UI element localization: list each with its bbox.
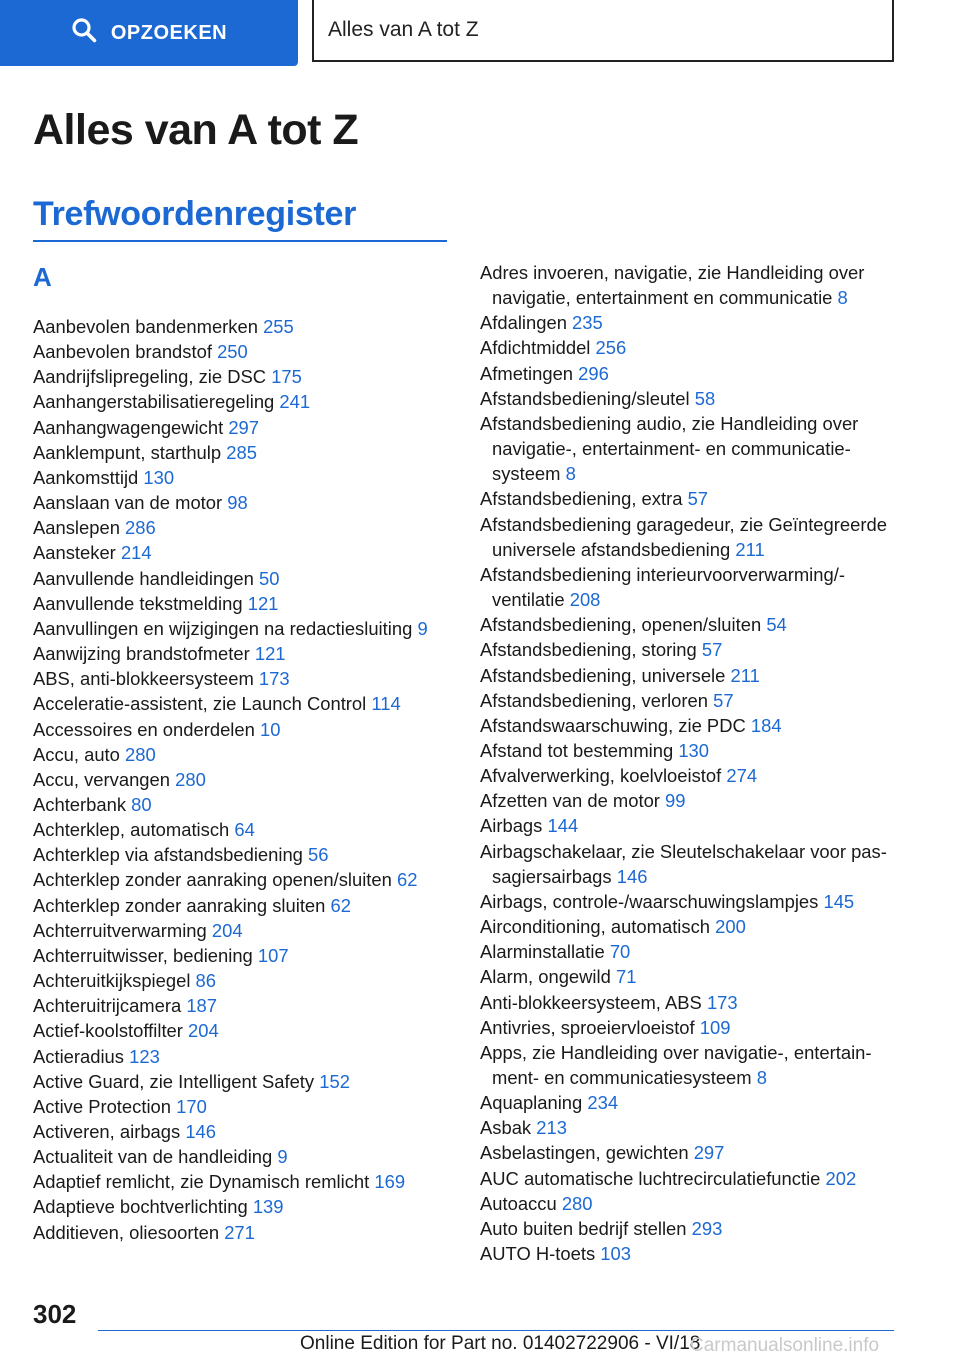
index-page-link[interactable]: 146 <box>185 1121 217 1142</box>
index-page-link[interactable]: 57 <box>701 639 723 661</box>
index-page-link[interactable]: 57 <box>713 689 734 711</box>
index-page-link[interactable]: 121 <box>247 592 279 614</box>
index-entry <box>33 1220 453 1245</box>
index-entry <box>33 314 453 339</box>
section-title: Trefwoordenregister <box>33 195 357 233</box>
index-entry-text: Aquaplaning <box>480 1092 583 1114</box>
index-page-link[interactable]: 9 <box>417 617 428 639</box>
index-entry <box>33 993 453 1018</box>
index-entry-text: Additieven, oliesoorten <box>33 1221 220 1243</box>
index-entry-text: Afdichtmiddel <box>480 337 591 359</box>
index-entry <box>480 813 910 838</box>
index-entry-text: Afdalingen <box>480 312 567 334</box>
index-entry-text: Afzetten van de motor <box>480 790 660 812</box>
index-entry-text: Antivries, sproeiervloeistof <box>480 1016 695 1038</box>
index-entry <box>33 1094 453 1119</box>
index-entry-text: Anti-blokkeersysteem, ABS <box>480 991 702 1013</box>
index-entry <box>33 867 453 892</box>
index-entry <box>33 717 453 742</box>
index-page-link[interactable]: 121 <box>254 643 286 665</box>
index-entry <box>33 817 453 842</box>
index-page-link[interactable]: 107 <box>257 944 289 966</box>
index-entry-text: Afstandswaarschuwing, zie PDC <box>480 714 746 736</box>
index-entry <box>33 364 453 389</box>
index-entry <box>480 1115 910 1140</box>
index-page-link[interactable]: 50 <box>259 567 280 589</box>
index-entry <box>480 688 910 713</box>
index-entry <box>480 562 910 612</box>
index-page-link[interactable]: 70 <box>609 941 631 963</box>
search-label: OPZOEKEN <box>110 21 228 44</box>
index-entry-text: Accessoires en onderdelen <box>33 718 255 740</box>
index-entry-text: Afstandsbediening garagedeur, zie Geïntegreerde universele afstandsbediening <box>480 513 887 560</box>
index-entry-text: Asbelastingen, gewichten <box>480 1142 689 1164</box>
index-page-link[interactable]: 130 <box>678 739 710 761</box>
index-page-link[interactable]: 145 <box>823 890 855 912</box>
index-entry-text: Achterbank <box>33 793 127 815</box>
index-entry <box>480 386 910 411</box>
index-entry <box>33 943 453 968</box>
index-entry <box>480 914 910 939</box>
index-entry <box>33 616 453 641</box>
index-entry-text: Aanhangwagengewicht <box>33 416 224 438</box>
index-page-link[interactable]: 280 <box>125 743 156 765</box>
index-entry-text: AUC automatische luchtrecirculatiefunctie <box>480 1167 821 1189</box>
index-entry-text: Airbags <box>480 815 543 837</box>
index-entry <box>480 839 910 889</box>
index-entry <box>480 1015 910 1040</box>
index-page-link[interactable]: 170 <box>176 1095 207 1117</box>
index-entry <box>480 889 910 914</box>
index-entry-text: Alarm, ongewild <box>480 966 611 988</box>
index-entry-text: Aandrijfslipregeling, zie DSC <box>33 366 267 388</box>
index-entry <box>33 641 453 666</box>
index-page-link[interactable]: 103 <box>600 1243 631 1265</box>
index-entry-text: Autoaccu <box>480 1192 557 1214</box>
index-entry <box>480 964 910 989</box>
index-page-link[interactable]: 296 <box>578 362 609 384</box>
index-page-link[interactable]: 58 <box>694 387 716 409</box>
index-page-link[interactable]: 256 <box>595 337 627 359</box>
index-entry-text: Aanslepen <box>33 517 120 539</box>
index-page-link[interactable]: 286 <box>125 517 156 539</box>
index-page-link[interactable]: 274 <box>726 765 758 787</box>
index-page-link[interactable]: 241 <box>279 391 311 413</box>
index-entry-text: Aanbevolen bandenmerken <box>33 316 258 337</box>
index-entry <box>33 1144 453 1169</box>
index-entry <box>480 1090 910 1115</box>
index-page-link[interactable]: 250 <box>217 341 248 363</box>
index-page-link[interactable]: 208 <box>569 589 601 611</box>
index-page-link[interactable]: 234 <box>587 1092 619 1114</box>
index-page-link[interactable]: 202 <box>825 1167 857 1189</box>
index-entry <box>480 411 910 486</box>
footer-edition: Online Edition for Part no. 01402722906 - VI/18 <box>300 1333 701 1354</box>
index-entry-text: Afvalverwerking, koelvloeistof <box>480 765 722 787</box>
index-page-link[interactable]: 285 <box>226 441 257 463</box>
index-page-link[interactable]: 173 <box>258 668 290 690</box>
index-entry <box>480 738 910 763</box>
index-entry-text: Afmetingen <box>480 362 574 384</box>
index-page-link[interactable]: 144 <box>547 815 579 837</box>
index-entry-text: Actief-koolstoffilter <box>33 1020 183 1042</box>
index-entry <box>33 1119 453 1144</box>
index-entry <box>33 842 453 867</box>
index-page-link[interactable]: 169 <box>374 1171 406 1193</box>
index-entry-text: Afstandsbediening, extra <box>480 488 683 510</box>
index-page-link[interactable]: 123 <box>129 1045 160 1067</box>
index-letter: A <box>33 262 52 292</box>
index-entry <box>480 260 910 310</box>
index-entry <box>33 490 453 515</box>
index-entry-text: AUTO H-toets <box>480 1243 596 1265</box>
index-entry-text: Afstandsbediening interieurvoorverwarming/ventilatie <box>480 563 845 611</box>
index-page-link[interactable]: 109 <box>699 1016 731 1038</box>
index-entry-text: Achterruitwisser, bediening <box>33 944 253 966</box>
index-page-link[interactable]: 175 <box>271 366 302 388</box>
index-page-link[interactable]: 293 <box>691 1217 723 1239</box>
index-entry-text: Aanklempunt, starthulp <box>33 441 222 463</box>
index-entry-text: ABS, anti-blokkeersysteem <box>33 668 254 690</box>
index-entry <box>33 792 453 817</box>
index-entry <box>480 1191 910 1216</box>
index-entry <box>33 389 453 414</box>
index-page-link[interactable]: 62 <box>330 894 351 916</box>
index-page-link[interactable]: 62 <box>397 869 418 891</box>
search-button[interactable] <box>0 0 298 66</box>
index-entry <box>480 939 910 964</box>
index-entry <box>33 415 453 440</box>
index-entry <box>33 767 453 792</box>
index-entry-text: Airconditioning, automatisch <box>480 916 711 938</box>
index-entry-text: Achteruitrijcamera <box>33 995 182 1017</box>
index-page-link[interactable]: 54 <box>766 614 787 636</box>
index-page-link[interactable]: 213 <box>536 1117 567 1139</box>
index-entry-text: Airbagschakelaar, zie Sleutelschakelaar voor passagiersairbags <box>480 840 887 887</box>
index-entry-text: Aanhangerstabilisatieregeling <box>33 391 275 413</box>
index-entry-text: Aanbevolen brandstof <box>33 341 212 363</box>
index-page-link[interactable]: 10 <box>259 718 281 740</box>
index-entry-text: Aanvullingen en wijzigingen na redactiesluiting <box>33 617 413 639</box>
index-entry-text: Auto buiten bedrijf stellen <box>480 1217 687 1239</box>
index-entry-text: Adaptief remlicht, zie Dynamisch remlicht <box>33 1171 370 1193</box>
index-entry <box>33 465 453 490</box>
index-entry <box>33 1044 453 1069</box>
index-entry <box>480 663 910 688</box>
index-entry <box>480 788 910 813</box>
index-entry-text: Aanwijzing brandstofmeter <box>33 643 250 665</box>
index-page-link[interactable]: 200 <box>715 916 746 938</box>
footer-divider <box>98 1330 894 1331</box>
index-entry-text: Accu, vervangen <box>33 768 170 790</box>
index-entry-text: Accu, auto <box>33 743 120 765</box>
index-page-link[interactable]: 8 <box>756 1067 767 1088</box>
index-page-link[interactable]: 9 <box>277 1146 288 1168</box>
top-bar <box>0 0 960 66</box>
page-title: Alles van A tot Z <box>33 106 359 154</box>
index-entry-text: Active Guard, zie Intelligent Safety <box>33 1070 315 1092</box>
index-entry <box>480 1216 910 1241</box>
index-page-link[interactable]: 211 <box>735 538 765 560</box>
index-entry-text: Afstandsbediening, verloren <box>480 689 708 711</box>
index-page-link[interactable]: 57 <box>687 488 709 510</box>
index-entry <box>480 1241 910 1266</box>
index-page-link[interactable]: 139 <box>252 1196 284 1218</box>
index-entry <box>33 339 453 364</box>
index-entry-text: Actieradius <box>33 1045 124 1067</box>
index-entry-text: Airbags, controle-/waarschuwingslampjes <box>480 890 819 912</box>
index-entry-text: Actualiteit van de handleiding <box>33 1146 273 1168</box>
index-page-link[interactable]: 297 <box>228 416 259 438</box>
index-entry-text: Active Protection <box>33 1095 171 1117</box>
index-entry <box>33 918 453 943</box>
index-entry <box>480 1140 910 1165</box>
breadcrumb-label: Alles van A tot Z <box>328 18 479 41</box>
index-entry-text: Afstandsbediening/sleutel <box>480 387 690 409</box>
index-entry <box>33 1069 453 1094</box>
index-entry <box>33 440 453 465</box>
index-entry <box>33 1194 453 1219</box>
index-entry <box>480 637 910 662</box>
index-entry <box>480 361 910 386</box>
index-entry <box>480 486 910 511</box>
index-entry <box>33 1169 453 1194</box>
index-page-link[interactable]: 280 <box>175 768 206 790</box>
index-entry-text: Achterklep zonder aanraking openen/sluiten <box>33 869 392 891</box>
index-entry <box>33 540 453 565</box>
index-entry-text: Aanvullende handleidingen <box>33 567 254 589</box>
index-entry-text: Aankomsttijd <box>33 466 139 488</box>
index-entry <box>480 1166 910 1191</box>
search-icon <box>71 17 97 49</box>
index-page-link[interactable]: 204 <box>211 919 243 941</box>
index-entry <box>33 1018 453 1043</box>
index-page-link[interactable]: 211 <box>730 664 760 686</box>
index-entry-text: Afstandsbediening, universele <box>480 664 726 686</box>
index-column-left <box>33 314 453 1245</box>
index-entry <box>480 1040 910 1090</box>
index-page-link[interactable]: 8 <box>837 287 848 309</box>
index-entry <box>480 763 910 788</box>
index-entry <box>33 515 453 540</box>
index-entry <box>33 691 453 716</box>
index-page-link[interactable]: 297 <box>693 1142 725 1164</box>
index-column-right <box>480 260 910 1266</box>
index-page-link[interactable]: 56 <box>308 844 329 866</box>
index-entry <box>33 666 453 691</box>
index-page-link[interactable]: 114 <box>371 693 401 715</box>
index-entry <box>33 968 453 993</box>
index-page-link[interactable]: 98 <box>227 492 248 514</box>
index-entry <box>33 591 453 616</box>
index-entry-text: Acceleratie-assistent, zie Launch Control <box>33 693 367 715</box>
index-page-link[interactable]: 187 <box>186 995 218 1017</box>
index-entry-text: Activeren, airbags <box>33 1121 181 1142</box>
index-entry-text: Aanslaan van de motor <box>33 492 223 514</box>
index-entry-text: Achterklep zonder aanraking sluiten <box>33 894 326 916</box>
index-entry <box>33 566 453 591</box>
index-entry-text: Afstandsbediening, openen/sluiten <box>480 614 762 636</box>
index-entry-text: Adres invoeren, navigatie, zie Handleiding over navigatie, entertainment en communicatie <box>480 262 865 309</box>
index-entry-text: Achterklep, automatisch <box>33 819 230 841</box>
index-entry-text: Achterruitverwarming <box>33 919 207 941</box>
index-page-link[interactable]: 271 <box>224 1221 255 1243</box>
index-entry-text: Achterklep via afstandsbediening <box>33 844 303 866</box>
index-page-link[interactable]: 280 <box>561 1192 593 1214</box>
index-entry <box>480 612 910 637</box>
index-entry-text: Achteruitkijkspiegel <box>33 970 191 992</box>
section-divider <box>33 240 447 242</box>
index-page-link[interactable]: 214 <box>120 542 152 564</box>
index-entry-text: Apps, zie Handleiding over navigatie-, entertainment- en communicatiesysteem <box>480 1041 872 1088</box>
index-entry <box>480 512 910 562</box>
index-page-link[interactable]: 184 <box>750 714 782 736</box>
index-entry-text: Alarminstallatie <box>480 941 605 963</box>
index-entry <box>480 310 910 335</box>
index-entry <box>33 893 453 918</box>
index-entry-text: Asbak <box>480 1117 532 1139</box>
breadcrumb[interactable] <box>312 0 894 62</box>
index-page-link[interactable]: 235 <box>572 312 603 334</box>
index-page-link[interactable]: 86 <box>195 970 217 992</box>
index-entry-text: Afstandsbediening audio, zie Handleiding over navigatie-, entertainment- en communicatiesysteem <box>480 412 859 485</box>
index-page-link[interactable]: 204 <box>188 1020 219 1042</box>
index-page-link[interactable]: 152 <box>319 1070 350 1092</box>
index-page-link[interactable]: 255 <box>263 316 294 337</box>
index-entry-text: Aanvullende tekstmelding <box>33 592 243 614</box>
index-page-link[interactable]: 8 <box>565 463 576 485</box>
index-entry <box>480 713 910 738</box>
index-page-link[interactable]: 173 <box>706 991 738 1013</box>
index-entry-text: Afstand tot bestemming <box>480 739 674 761</box>
watermark: Carmanualsonline.info <box>690 1335 880 1356</box>
index-entry-text: Afstandsbediening, storing <box>480 639 697 661</box>
index-page-link[interactable]: 71 <box>615 966 637 988</box>
index-entry-text: Adaptieve bochtverlichting <box>33 1196 248 1218</box>
index-page-link[interactable]: 130 <box>143 466 175 488</box>
index-entry <box>480 335 910 360</box>
index-page-link[interactable]: 80 <box>131 793 152 815</box>
index-entry <box>480 990 910 1015</box>
index-entry <box>33 742 453 767</box>
index-entry-text: Aansteker <box>33 542 116 564</box>
index-page-link[interactable]: 99 <box>665 790 686 812</box>
page-number: 302 <box>33 1299 77 1329</box>
index-page-link[interactable]: 64 <box>234 819 255 841</box>
index-page-link[interactable]: 146 <box>616 865 648 887</box>
